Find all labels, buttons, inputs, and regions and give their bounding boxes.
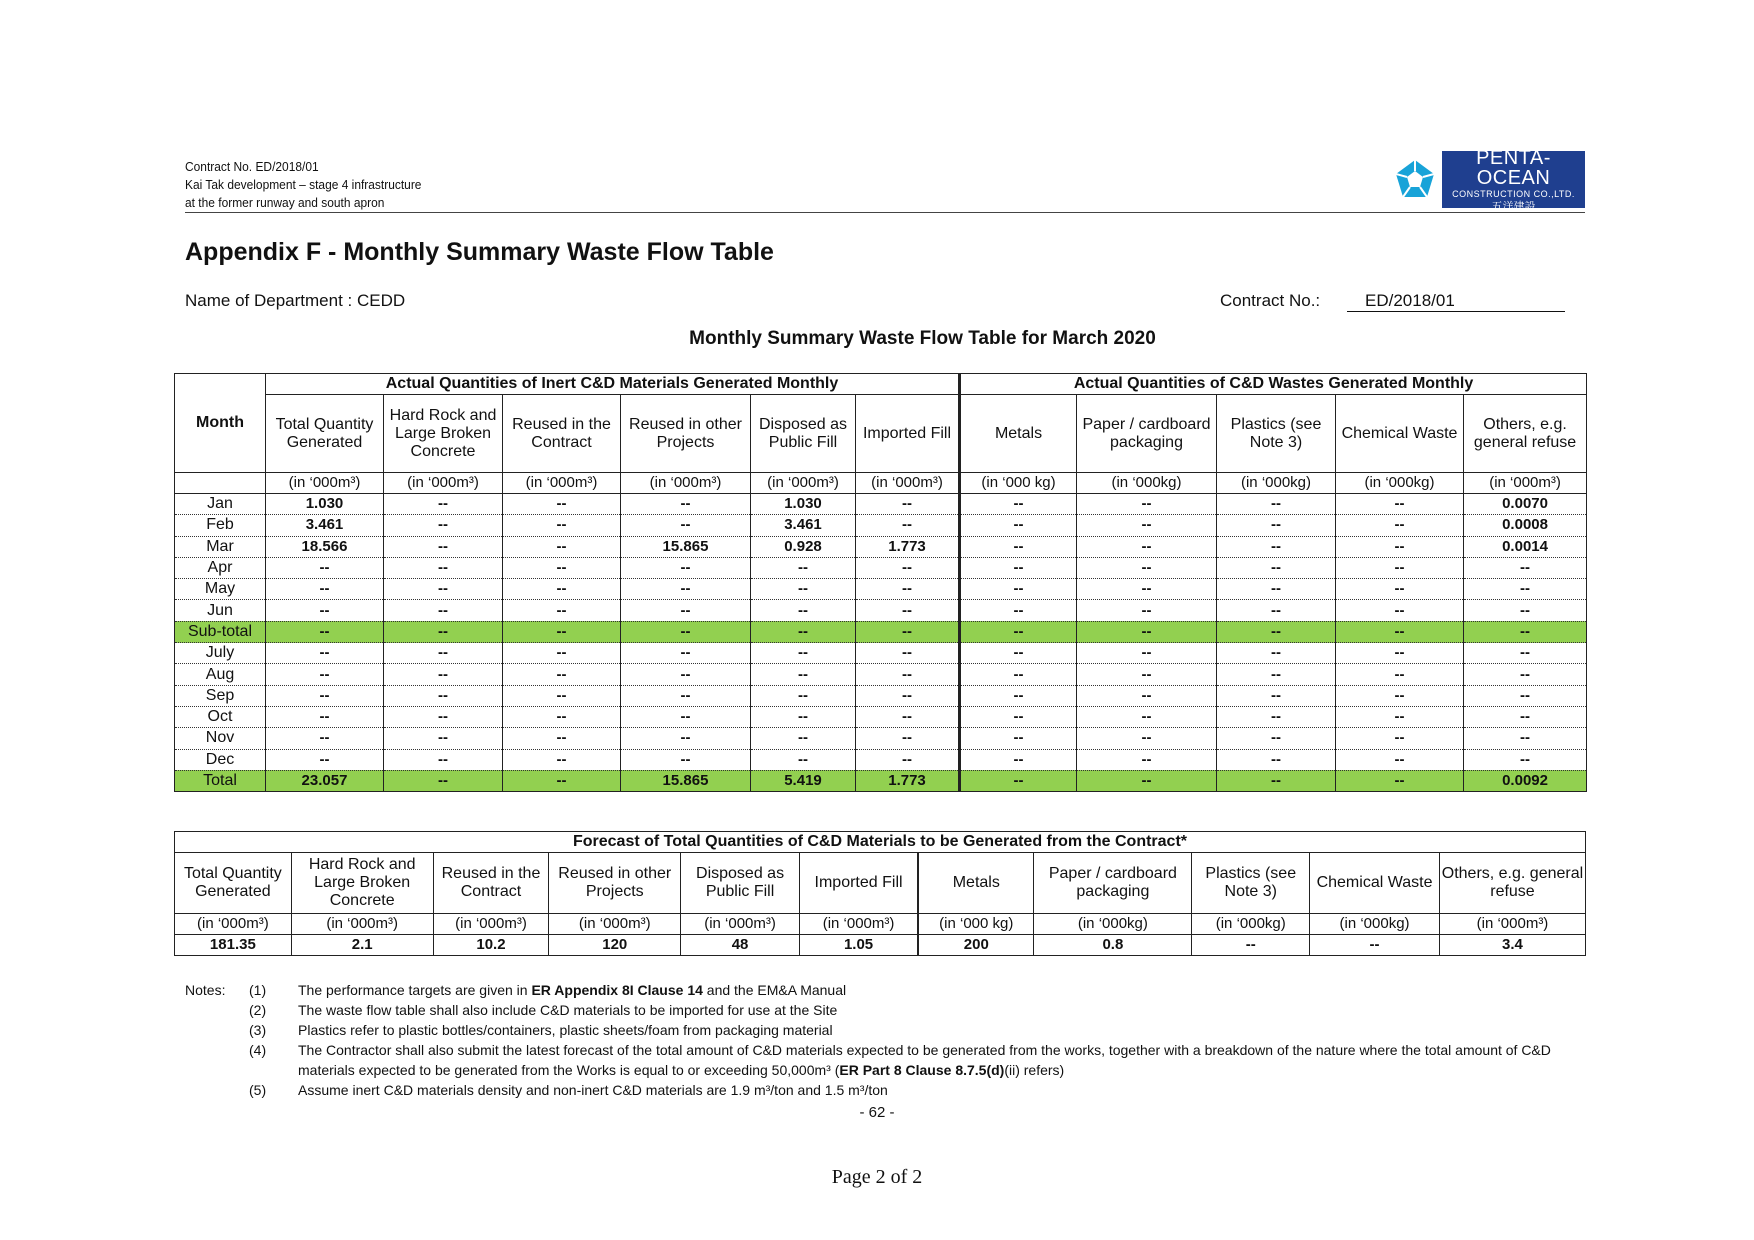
value-cell: -- [856,664,960,685]
value-cell: -- [266,664,384,685]
forecast-column-header: Reused in the Contract [433,853,549,914]
value-cell: -- [1217,621,1336,642]
penta-ocean-logo-icon [1388,151,1442,208]
column-header: Reused in other Projects [621,395,751,473]
value-cell: -- [751,664,856,685]
value-cell: -- [266,600,384,621]
value-cell: -- [856,600,960,621]
value-cell: -- [751,621,856,642]
value-cell: -- [960,643,1077,664]
value-cell: -- [856,728,960,749]
value-cell: -- [1077,557,1217,578]
value-cell: -- [1217,536,1336,557]
month-cell: Mar [175,536,266,557]
column-header: Hard Rock and Large Broken Concrete [384,395,503,473]
value-cell: -- [621,600,751,621]
month-cell: Dec [175,749,266,770]
forecast-column-header: Total Quantity Generated [175,853,292,914]
value-cell: -- [1336,600,1464,621]
value-cell: -- [1217,600,1336,621]
column-header: Total Quantity Generated [266,395,384,473]
value-cell: -- [1336,515,1464,536]
forecast-group-header: Forecast of Total Quantities of C&D Materials to be Generated from the Contract* [175,832,1586,853]
value-cell: -- [266,728,384,749]
column-header: Others, e.g. general refuse [1464,395,1587,473]
value-cell: -- [384,494,503,515]
value-cell: -- [503,621,621,642]
month-cell: Feb [175,515,266,536]
forecast-value-cell: 2.1 [291,935,433,956]
column-header: Reused in the Contract [503,395,621,473]
forecast-unit-label: (in ‘000m³) [1439,914,1585,935]
value-cell: -- [621,515,751,536]
note-number: (3) [249,1022,267,1038]
forecast-value-cell: 200 [918,935,1034,956]
note-reference: ER Appendix 8I Clause 14 [531,982,703,998]
table-row [175,557,1587,578]
value-cell: -- [856,749,960,770]
forecast-column-header: Hard Rock and Large Broken Concrete [291,853,433,914]
value-cell: -- [960,706,1077,727]
value-cell: -- [266,643,384,664]
value-cell: -- [751,728,856,749]
table-row [175,494,1587,515]
value-cell: -- [1464,664,1587,685]
forecast-column-header: Others, e.g. general refuse [1439,853,1585,914]
column-header: Metals [960,395,1077,473]
value-cell: 15.865 [621,536,751,557]
note-text: (ii) refers) [1004,1062,1065,1078]
table-row [175,515,1587,536]
forecast-unit-label: (in ‘000kg) [1034,914,1192,935]
note-text: Assume inert C&D materials density and non-inert C&D materials are 1.9 m³/ton and 1.5 m³/ton [298,1082,888,1098]
value-cell: -- [960,685,1077,706]
value-cell: -- [751,685,856,706]
note-text: and the EM&A Manual [702,982,847,998]
value-cell: -- [384,579,503,600]
value-cell: 1.773 [856,536,960,557]
header-project-line: Kai Tak development – stage 4 infrastructure [185,177,422,192]
value-cell: -- [1077,685,1217,706]
unit-label: (in ‘000m³) [503,473,621,494]
value-cell: -- [1077,600,1217,621]
value-cell: -- [384,643,503,664]
value-cell: -- [1217,770,1336,791]
value-cell: -- [1077,579,1217,600]
value-cell: -- [503,643,621,664]
value-cell: -- [856,557,960,578]
value-cell: -- [1336,536,1464,557]
value-cell: -- [856,706,960,727]
value-cell: -- [751,557,856,578]
value-cell: -- [1464,643,1587,664]
value-cell: -- [384,770,503,791]
unit-label: (in ‘000kg) [1077,473,1217,494]
month-cell: Jun [175,600,266,621]
forecast-column-header: Reused in other Projects [549,853,681,914]
column-header: Plastics (see Note 3) [1217,395,1336,473]
value-cell: -- [1077,664,1217,685]
value-cell: -- [1217,706,1336,727]
value-cell: -- [384,600,503,621]
month-cell: Sep [175,685,266,706]
month-cell: Total [175,770,266,791]
note-reference: ER Part 8 Clause 8.7.5(d) [839,1062,1005,1078]
unit-label: (in ‘000 kg) [960,473,1077,494]
value-cell: 1.030 [266,494,384,515]
contract-value: ED/2018/01 [1347,291,1565,312]
value-cell: -- [1077,706,1217,727]
unit-label: (in ‘000m³) [266,473,384,494]
unit-label: (in ‘000kg) [1217,473,1336,494]
value-cell: -- [1077,515,1217,536]
group-waste-header: Actual Quantities of C&D Wastes Generated Monthly [960,374,1587,395]
forecast-unit-label: (in ‘000 kg) [918,914,1034,935]
value-cell: -- [1217,557,1336,578]
column-header: Paper / cardboard packaging [1077,395,1217,473]
forecast-table [174,831,1586,956]
value-cell: -- [503,557,621,578]
value-cell: -- [621,749,751,770]
value-cell: 23.057 [266,770,384,791]
month-header: Month [175,374,266,473]
value-cell: -- [751,706,856,727]
value-cell: -- [1217,515,1336,536]
value-cell: -- [1464,706,1587,727]
forecast-value-cell: 181.35 [175,935,292,956]
value-cell: -- [266,557,384,578]
note-text: The performance targets are given in [298,982,532,998]
value-cell: -- [1336,728,1464,749]
note-number: (4) [249,1042,267,1058]
value-cell: -- [1077,621,1217,642]
header-location-line: at the former runway and south apron [185,195,385,210]
value-cell: -- [384,685,503,706]
value-cell: -- [266,749,384,770]
value-cell: -- [1464,728,1587,749]
value-cell: -- [503,536,621,557]
value-cell: -- [1336,749,1464,770]
value-cell: -- [266,685,384,706]
value-cell: -- [960,579,1077,600]
forecast-value-cell: -- [1192,935,1310,956]
value-cell: -- [1217,728,1336,749]
group-inert-header: Actual Quantities of Inert C&D Materials Generated Monthly [266,374,960,395]
value-cell: -- [856,494,960,515]
table-row [175,728,1587,749]
value-cell: -- [384,515,503,536]
value-cell: -- [503,770,621,791]
value-cell: -- [1077,770,1217,791]
value-cell: -- [503,515,621,536]
value-cell: -- [960,515,1077,536]
value-cell: -- [1217,749,1336,770]
table-row [175,749,1587,770]
page-number: - 62 - [859,1104,895,1121]
value-cell: -- [1077,643,1217,664]
note-number: (2) [249,1002,267,1018]
note-text: The waste flow table shall also include C&D materials to be imported for use at the Site [298,1002,838,1018]
forecast-value-cell: 10.2 [433,935,549,956]
document-header [185,158,421,212]
value-cell: -- [1217,664,1336,685]
table-row [175,536,1587,557]
forecast-unit-label: (in ‘000m³) [799,914,918,935]
value-cell: -- [1336,685,1464,706]
value-cell: -- [621,664,751,685]
forecast-value-cell: -- [1310,935,1440,956]
value-cell: -- [751,600,856,621]
value-cell: -- [384,706,503,727]
month-cell: May [175,579,266,600]
value-cell: 5.419 [751,770,856,791]
forecast-unit-label: (in ‘000m³) [681,914,800,935]
value-cell: -- [856,515,960,536]
value-cell: -- [621,579,751,600]
value-cell: -- [1464,749,1587,770]
value-cell: -- [384,664,503,685]
forecast-column-header: Metals [918,853,1034,914]
forecast-column-header: Paper / cardboard packaging [1034,853,1192,914]
value-cell: 1.773 [856,770,960,791]
notes-label: Notes: [185,982,226,998]
unit-label: (in ‘000m³) [384,473,503,494]
value-cell: -- [960,664,1077,685]
value-cell: -- [621,557,751,578]
table-row [175,643,1587,664]
value-cell: 15.865 [621,770,751,791]
value-cell: -- [266,706,384,727]
logo-subname: CONSTRUCTION CO.,LTD. [1452,188,1575,199]
page-title: Appendix F - Monthly Summary Waste Flow Table [185,238,774,266]
value-cell: -- [1336,643,1464,664]
value-cell: -- [1077,494,1217,515]
header-contract-no: Contract No. ED/2018/01 [185,159,319,174]
forecast-value-cell: 1.05 [799,935,918,956]
value-cell: -- [1336,621,1464,642]
value-cell: -- [960,770,1077,791]
company-logo [1388,146,1585,213]
value-cell: -- [621,685,751,706]
forecast-unit-label: (in ‘000kg) [1192,914,1310,935]
value-cell: -- [1336,494,1464,515]
value-cell: -- [621,728,751,749]
value-cell: -- [384,557,503,578]
value-cell: -- [960,557,1077,578]
forecast-value-cell: 120 [549,935,681,956]
month-cell: Sub-total [175,621,266,642]
value-cell: -- [384,749,503,770]
value-cell: -- [1336,579,1464,600]
value-cell: -- [1464,621,1587,642]
unit-label: (in ‘000kg) [1336,473,1464,494]
value-cell: -- [503,494,621,515]
table-row [175,579,1587,600]
table-row [175,600,1587,621]
value-cell: -- [384,536,503,557]
value-cell: -- [503,664,621,685]
forecast-unit-label: (in ‘000m³) [549,914,681,935]
value-cell: -- [621,621,751,642]
summary-row [175,621,1587,642]
value-cell: -- [856,579,960,600]
value-cell: -- [960,536,1077,557]
column-header: Disposed as Public Fill [751,395,856,473]
note-text: Plastics refer to plastic bottles/containers, plastic sheets/foam from packaging material [298,1022,833,1038]
forecast-value-cell: 3.4 [1439,935,1585,956]
value-cell: 0.0014 [1464,536,1587,557]
value-cell: -- [503,579,621,600]
value-cell: -- [1464,600,1587,621]
value-cell: -- [960,728,1077,749]
value-cell: -- [1336,664,1464,685]
contract-label: Contract No.: [1220,291,1321,310]
unit-spacer [175,473,266,494]
value-cell: -- [1217,579,1336,600]
value-cell: -- [503,706,621,727]
value-cell: -- [621,643,751,664]
value-cell: -- [1077,728,1217,749]
value-cell: -- [960,494,1077,515]
value-cell: -- [266,579,384,600]
month-cell: July [175,643,266,664]
forecast-unit-label: (in ‘000m³) [291,914,433,935]
value-cell: -- [1077,749,1217,770]
page-of-footer: Page 2 of 2 [831,1166,923,1188]
table-row [175,685,1587,706]
value-cell: -- [621,494,751,515]
forecast-column-header: Imported Fill [799,853,918,914]
value-cell: -- [1217,643,1336,664]
month-cell: Aug [175,664,266,685]
value-cell: 3.461 [751,515,856,536]
value-cell: -- [1464,685,1587,706]
value-cell: -- [751,749,856,770]
value-cell: -- [503,749,621,770]
unit-label: (in ‘000m³) [856,473,960,494]
unit-label: (in ‘000m³) [751,473,856,494]
value-cell: 0.0008 [1464,515,1587,536]
value-cell: -- [1336,770,1464,791]
month-cell: Jan [175,494,266,515]
value-cell: -- [751,643,856,664]
value-cell: 0.0070 [1464,494,1587,515]
forecast-value-cell: 0.8 [1034,935,1192,956]
value-cell: 18.566 [266,536,384,557]
value-cell: -- [751,579,856,600]
forecast-value-cell: 48 [681,935,800,956]
note-text: The Contractor shall also submit the latest forecast of the total amount of C&D materials expected to be generated from the works, together with a breakdown of the nature where the total amount of C&D materials expected to be generated from the Works is equal to or exceeding 50,000m³ ( [298,1042,1551,1078]
forecast-column-header: Chemical Waste [1310,853,1440,914]
value-cell: -- [1464,557,1587,578]
forecast-unit-label: (in ‘000m³) [175,914,292,935]
forecast-column-header: Plastics (see Note 3) [1192,853,1310,914]
value-cell: -- [266,621,384,642]
value-cell: -- [503,600,621,621]
logo-japanese: 五洋建設 [1491,199,1536,213]
value-cell: -- [503,685,621,706]
logo-name: PENTA-OCEAN [1476,146,1551,189]
value-cell: -- [1217,685,1336,706]
forecast-unit-label: (in ‘000m³) [433,914,549,935]
note-number: (5) [249,1082,267,1098]
value-cell: -- [1336,557,1464,578]
value-cell: 0.928 [751,536,856,557]
monthly-waste-flow-table [174,373,1587,792]
note-number: (1) [249,982,267,998]
value-cell: -- [1336,706,1464,727]
value-cell: -- [384,728,503,749]
month-cell: Oct [175,706,266,727]
table-title: Monthly Summary Waste Flow Table for March 2020 [689,328,1156,349]
department-label: Name of Department : CEDD [185,291,406,310]
unit-label: (in ‘000m³) [621,473,751,494]
value-cell: -- [856,685,960,706]
unit-label: (in ‘000m³) [1464,473,1587,494]
value-cell: 0.0092 [1464,770,1587,791]
value-cell: -- [503,728,621,749]
month-cell: Apr [175,557,266,578]
forecast-unit-label: (in ‘000kg) [1310,914,1440,935]
value-cell: -- [960,621,1077,642]
value-cell: -- [621,706,751,727]
month-cell: Nov [175,728,266,749]
value-cell: -- [1217,494,1336,515]
value-cell: -- [856,621,960,642]
header-divider [185,212,1585,213]
value-cell: -- [960,749,1077,770]
value-cell: -- [1464,579,1587,600]
value-cell: 1.030 [751,494,856,515]
table-row [175,664,1587,685]
value-cell: -- [856,643,960,664]
table-row [175,706,1587,727]
value-cell: 3.461 [266,515,384,536]
summary-row [175,770,1587,791]
column-header: Imported Fill [856,395,960,473]
forecast-column-header: Disposed as Public Fill [681,853,800,914]
value-cell: -- [960,600,1077,621]
value-cell: -- [384,621,503,642]
column-header: Chemical Waste [1336,395,1464,473]
value-cell: -- [1077,536,1217,557]
